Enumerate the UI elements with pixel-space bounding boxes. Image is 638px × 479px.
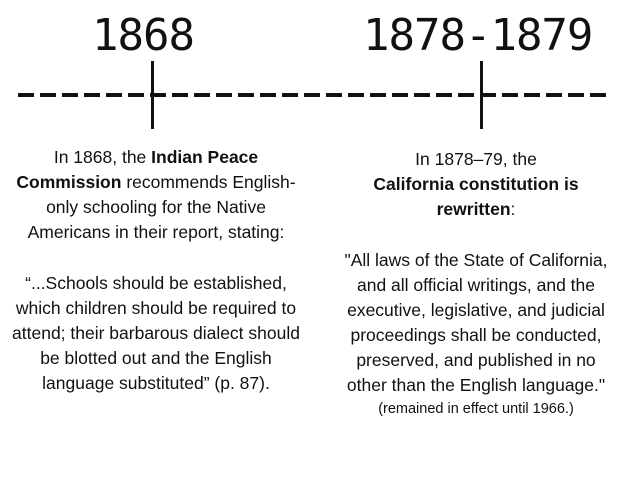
event-1878-1879-intro-rest: : xyxy=(510,199,516,219)
event-1868-highlight: Indian Peace Commission xyxy=(16,147,259,192)
year-1868-label: 1868 xyxy=(92,10,194,61)
event-1878-1879-note: (remained in effect until 1966.) xyxy=(378,401,574,417)
event-1868-intro-text: In 1868, the xyxy=(53,147,152,167)
event-1868-quote: “...Schools should be established, which children should be required to attend; their barbarous dialect should be blotted out and the English language substituted” (p. 87). xyxy=(12,273,300,393)
event-1878-1879-column xyxy=(340,147,612,420)
year-1878-1879-label: 1878-1879 xyxy=(363,10,593,61)
event-1868-column xyxy=(4,145,308,396)
spacer xyxy=(340,222,612,248)
spacer xyxy=(4,245,308,271)
event-1868-description xyxy=(4,145,308,245)
event-1878-1879-highlight: California constitution is rewritten xyxy=(373,174,579,219)
timeline-tick-1868 xyxy=(151,61,154,129)
timeline-line xyxy=(18,93,610,97)
event-1878-1879-intro-text: In 1878–79, the xyxy=(415,149,537,169)
timeline-tick-1878-1879 xyxy=(480,61,483,129)
event-1878-1879-quote: "All laws of the State of California, and all official writings, and the executive, legislative, and judicial proceedings shall be conducted, preserved, and published in no other than the English language." xyxy=(344,250,608,395)
event-1878-1879-description xyxy=(340,147,612,222)
event-1868-intro-rest: recommends English-only schooling for the Native Americans in their report, stating: xyxy=(27,172,296,242)
